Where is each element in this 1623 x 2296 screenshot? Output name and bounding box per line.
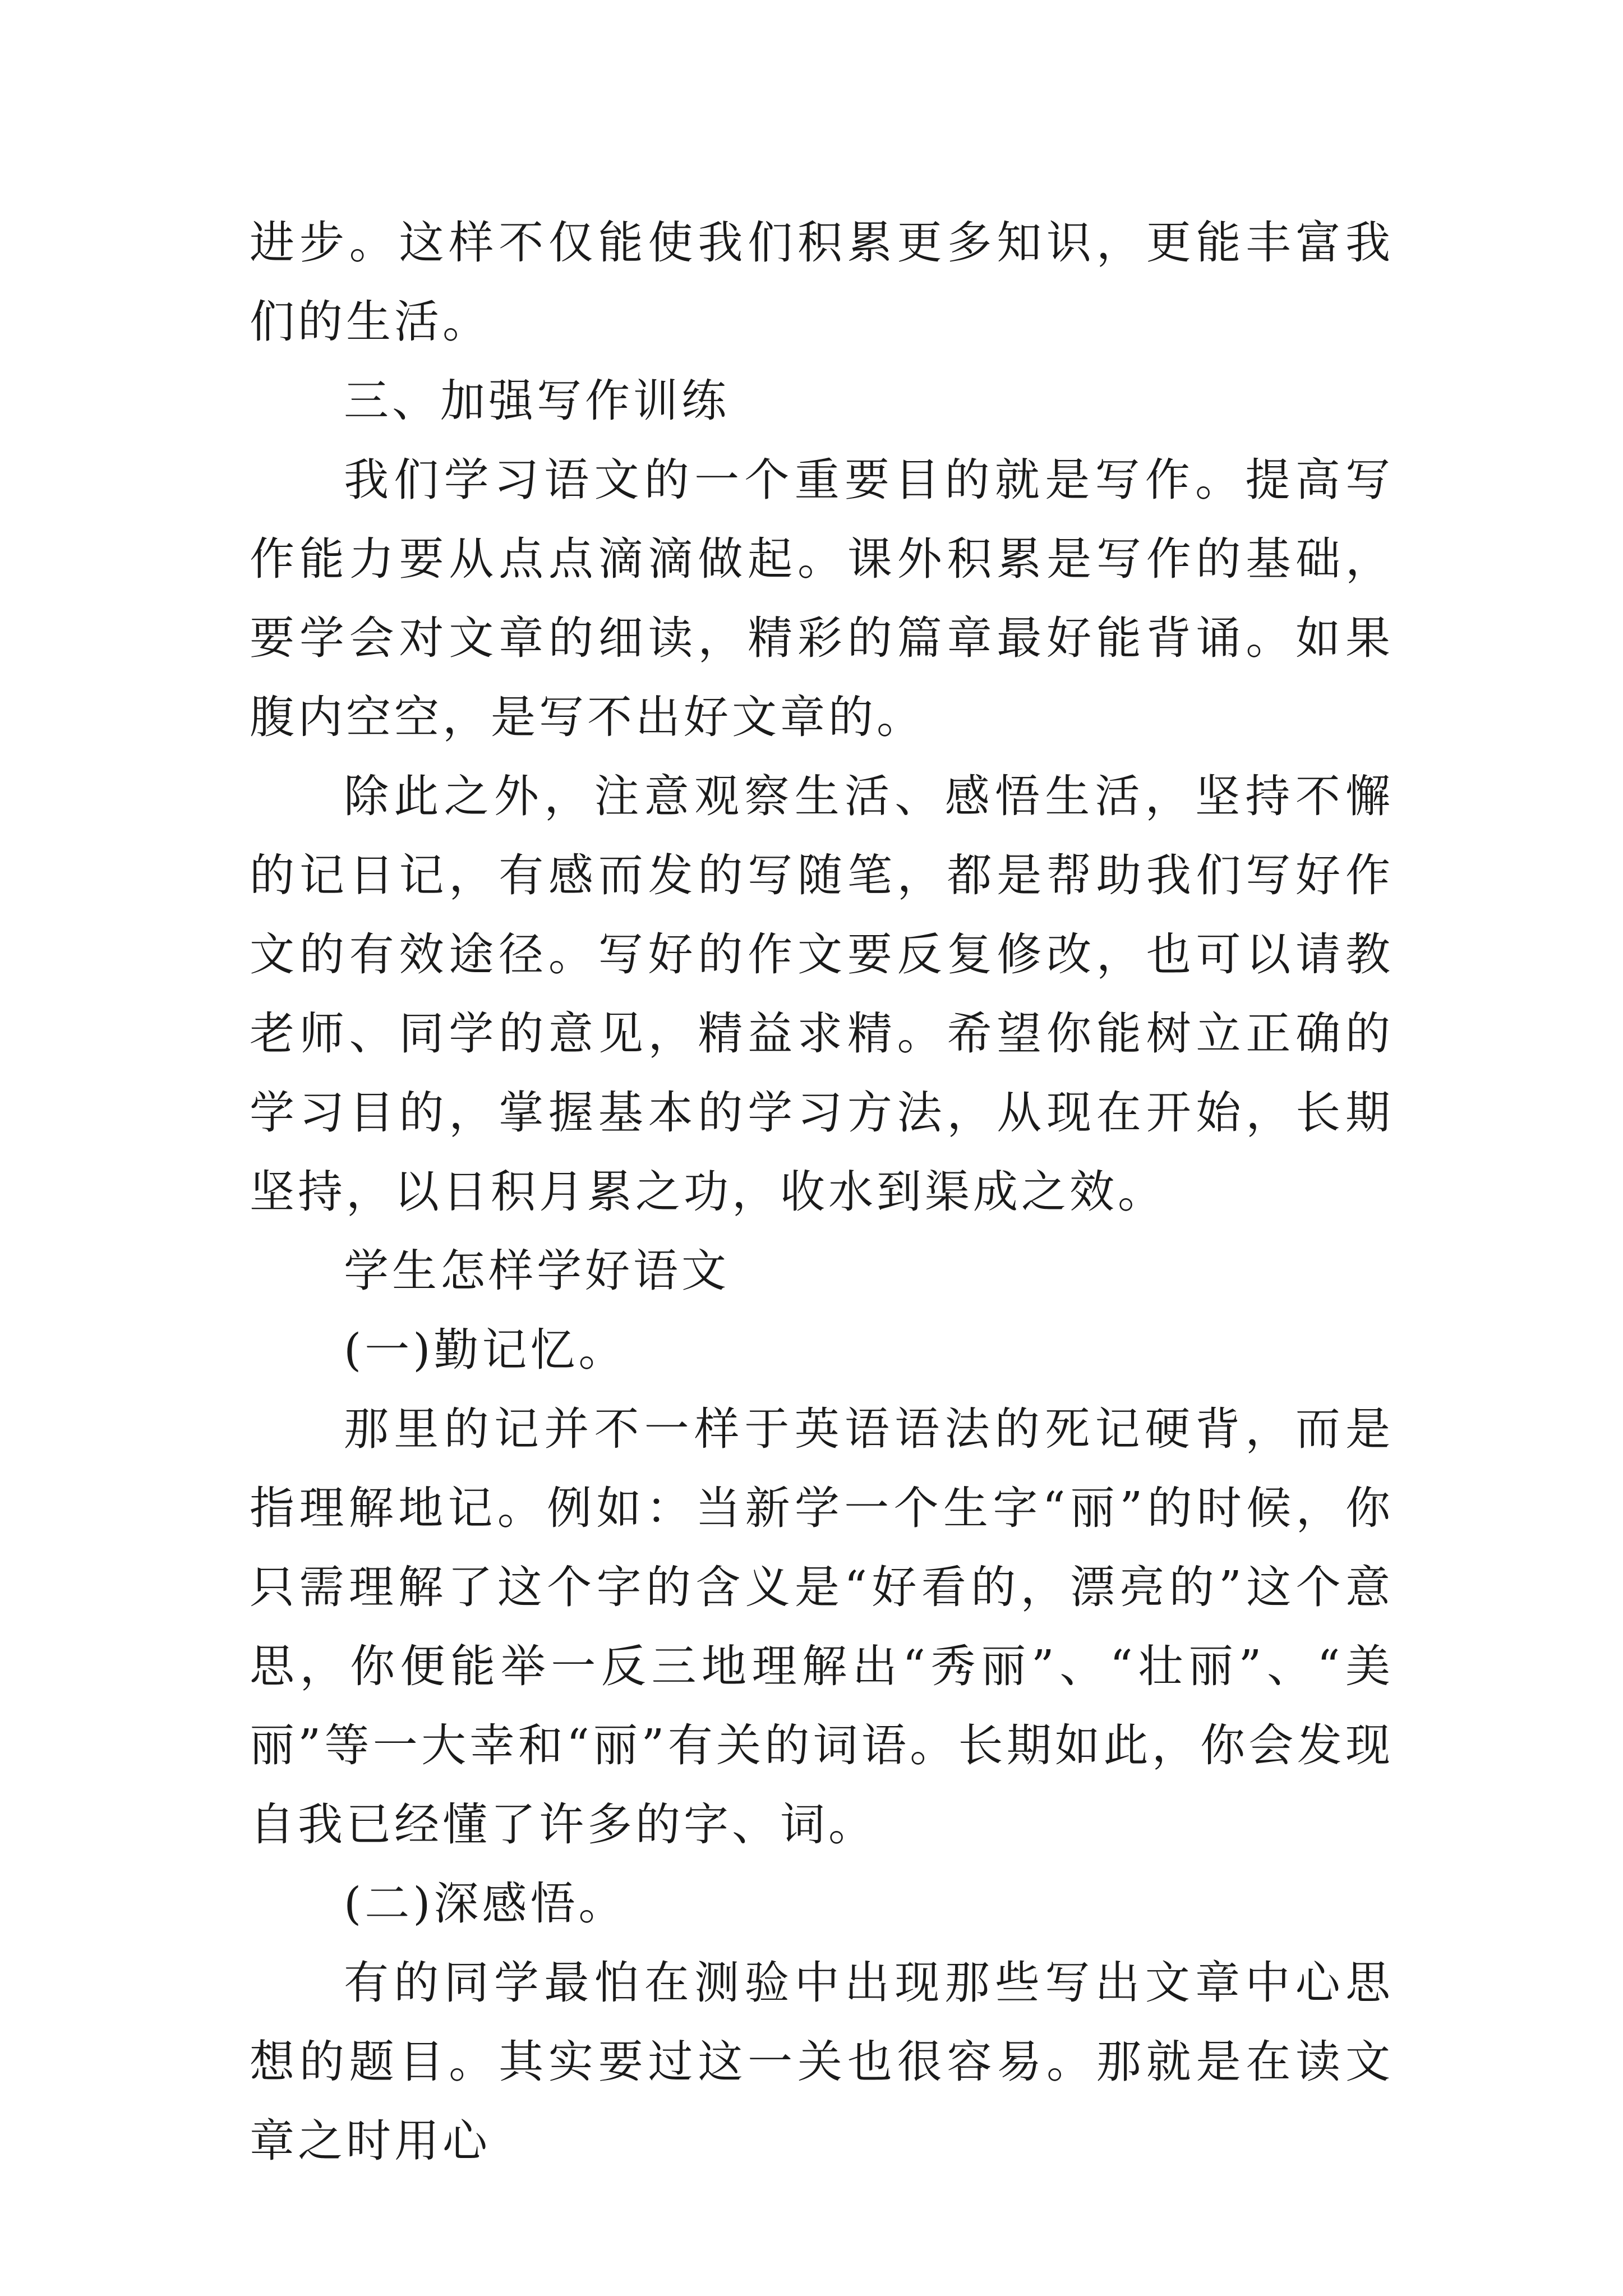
paragraph-writing-methods: 除此之外，注意观察生活、感悟生活，坚持不懈的记日记，有感而发的写随笔，都是帮助我们写好作文的有效途径。写好的作文要反复修改，也可以请教老师、同学的意见，精益求精。希望你能树立正确的学习目的，掌握基本的学习方法，从现在开始，长期坚持，以日积月累之功，收水到渠成之效。 xyxy=(250,770,1394,1218)
body-text xyxy=(250,203,1394,2180)
paragraph-understand: 有的同学最怕在测验中出现那些写出文章中心思想的题目。其实要过这一关也很容易。那就是在读文章之时用心 xyxy=(250,1957,1394,2167)
paragraph-memorize: 那里的记并不一样于英语语法的死记硬背，而是指理解地记。例如：当新学一个生字“丽”的时候，你只需理解了这个字的含义是“好看的，漂亮的”这个意思，你便能举一反三地理解出“秀丽”、“壮丽”、“美丽”等一大幸和“丽”有关的词语。长期如此，你会发现自我已经懂了许多的字、词。 xyxy=(250,1403,1394,1851)
subheading-understand: (二)深感悟。 xyxy=(344,1878,627,1930)
section-heading-how-to-learn: 学生怎样学好语文 xyxy=(344,1245,730,1297)
paragraph-continuation: 进步。这样不仅能使我们积累更多知识，更能丰富我们的生活。 xyxy=(250,217,1394,348)
section-heading-writing: 三、加强写作训练 xyxy=(344,375,730,427)
paragraph-writing-goal: 我们学习语文的一个重要目的就是写作。提高写作能力要从点点滴滴做起。课外积累是写作的基础，要学会对文章的细读，精彩的篇章最好能背诵。如果腹内空空，是写不出好文章的。 xyxy=(250,454,1394,743)
subheading-memorize: (一)勤记忆。 xyxy=(344,1324,627,1376)
